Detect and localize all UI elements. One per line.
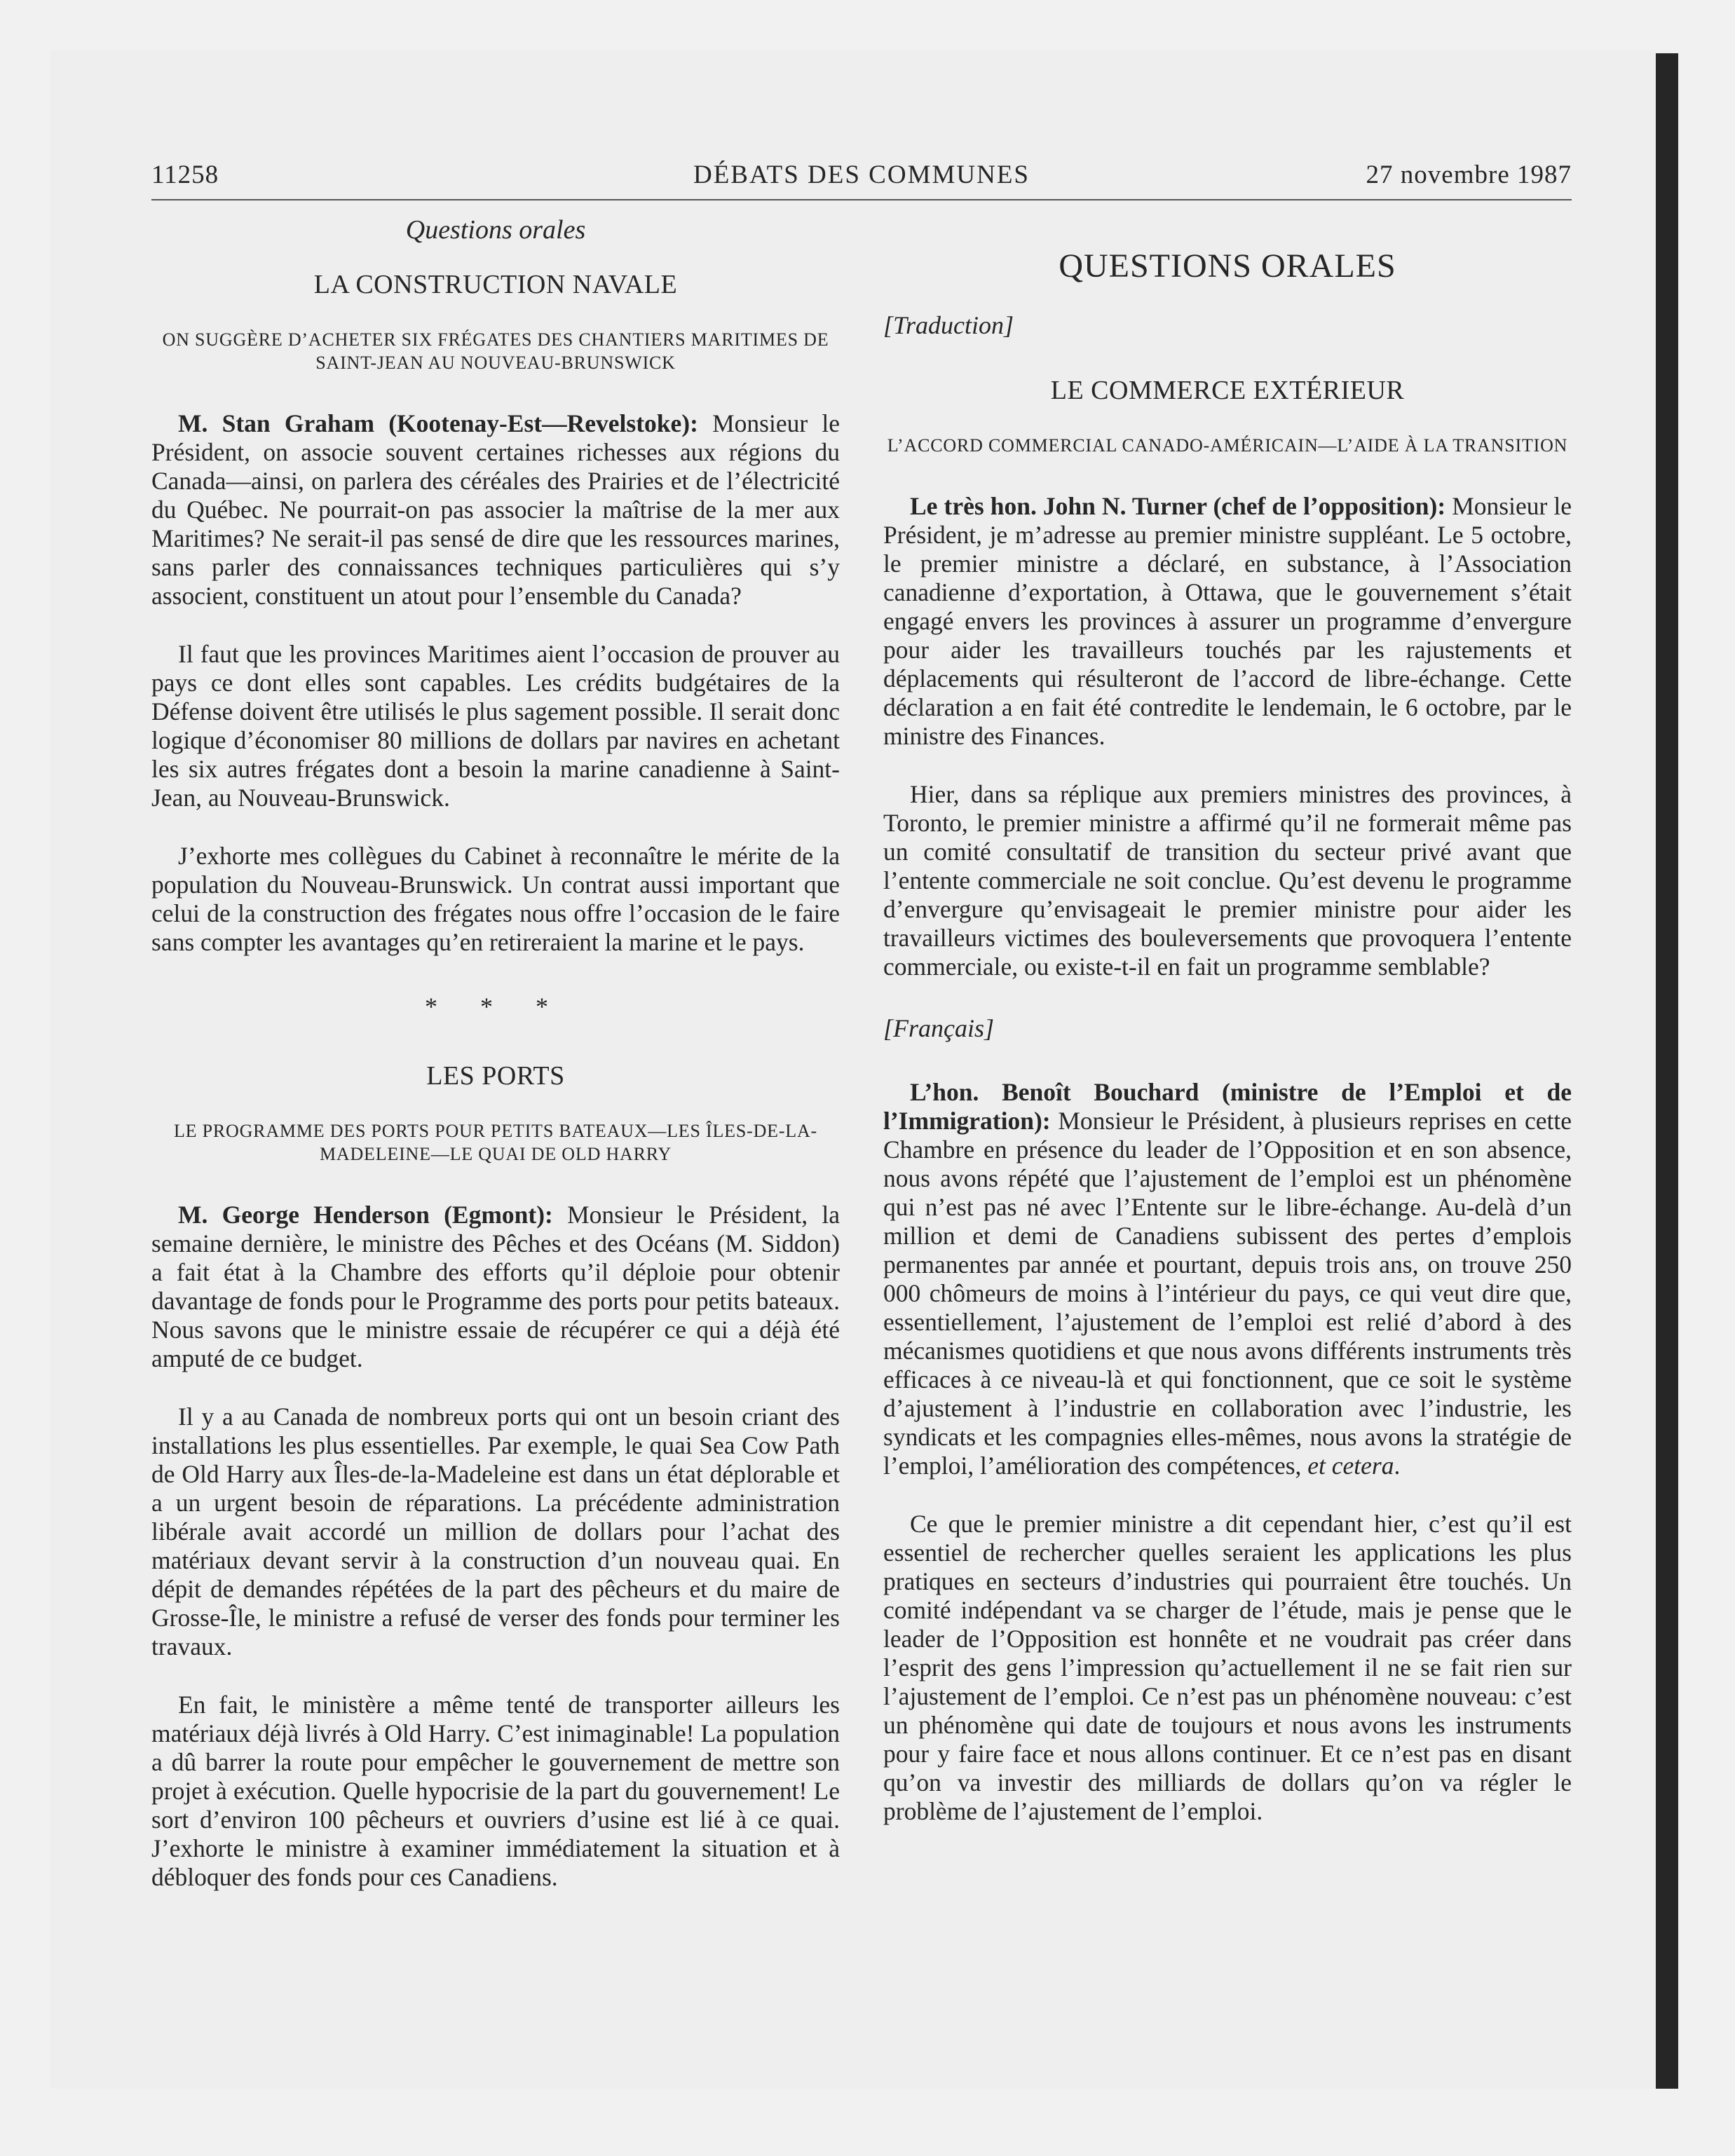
paragraph: Ce que le premier ministre a dit cependant hier, c’est qu’il est essentiel de rechercher quelles seraient les applications les plus pratiques en secteurs d’industries qui pourraient être touchés. Un comité indépendant va se charger de l’étude, mais je pense que le leader de l’Opposition est honnête et ne voudrait pas créer dans l’esprit des gens l’impression qu’actuellement il ne se fait rien sur l’ajustement de l’emploi. Ce n’est pas un phénomène nouveau: c’est un phénomène qui date de toujours et nous avons les instruments pour y faire face et nous allons continuer. Et ce n’est pas en disant qu’on va investir des milliards de dollars qu’on va régler le problème de l’ajustement de l’emploi. [883,1510,1572,1825]
running-header [151,156,1572,200]
paragraph [151,1201,840,1373]
section-subtitle: ON SUGGÈRE D’ACHETER SIX FRÉGATES DES CHANTIERS MARITIMES DE SAINT-JEAN AU NOUVEAU-BRUNSWICK [162,329,829,373]
paragraph [883,1078,1572,1480]
speaker-name: Le très hon. John N. Turner (chef de l’opposition): [910,492,1446,520]
rubric: Questions orales [405,215,586,245]
section-title: LA CONSTRUCTION NAVALE [313,270,678,299]
section-title: LES PORTS [426,1061,565,1091]
paragraph: J’exhorte mes collègues du Cabinet à reconnaître le mérite de la population du Nouveau-Brunswick. Un contrat aussi important que celui de la construction des frégates nous offre l’occasion de le faire sans compter les avantages qu’en retireraient la marine et le pays. [151,842,840,956]
paragraph: Hier, dans sa réplique aux premiers ministres des provinces, à Toronto, le premier ministre a affirmé qu’il ne formerait même pas un comité consultatif de transition du secteur privé avant que l’entente commerciale ne soit conclue. Qu’est devenu le programme d’envergure qu’envisageait le premier ministre pour aider les travailleurs victimes des bouleversements que provoquera l’entente commerciale, ou existe-t-il en fait un programme semblable? [883,780,1572,981]
speaker-name: M. Stan Graham (Kootenay-Est—Revelstoke): [178,409,698,437]
paragraph-end: . [1394,1452,1401,1480]
section-separator: * * * [425,992,566,1021]
paragraph: Il faut que les provinces Maritimes aient l’occasion de prouver au pays ce dont elles sont capables. Les crédits budgétaires de la Défense doivent être utilisés le plus sagement possible. Il serait donc logique d’économiser 80 millions de dollars par navires en achetant les six autres frégates dont a besoin la marine canadienne à Saint-Jean, au Nouveau-Brunswick. [151,640,840,812]
left-column [151,207,840,1917]
speaker-name: M. George Henderson (Egmont): [178,1201,553,1229]
page-number: 11258 [151,161,219,189]
publication-title: DÉBATS DES COMMUNES [693,161,1030,189]
italic-text: et cetera [1307,1452,1394,1480]
paragraph [883,492,1572,751]
issue-date: 27 novembre 1987 [1366,161,1572,189]
paragraph-text: Monsieur le Président, on associe souvent certaines richesses aux régions du Canada—ainsi, on parlera des céréales des Prairies et de l’électricité du Québec. Ne pourrait-on pas associer la maîtrise de la mer aux Maritimes? Ne serait-il pas sensé de dire que les ressources marines, sans parler des connaissances techniques particulières qui s’y associent, constituent un atout pour l’ensemble du Canada? [151,409,840,610]
main-heading: QUESTIONS ORALES [1059,247,1396,285]
paragraph: Il y a au Canada de nombreux ports qui ont un besoin criant des installations les plus essentielles. Par exemple, le quai Sea Cow Path de Old Harry aux Îles-de-la-Madeleine est dans un état déplorable et a un urgent besoin de réparations. La précédente administration libérale avait accordé un million de dollars pour l’achat des matériaux devant servir à la construction d’un nouveau quai. En dépit de demandes répétées de la part des pêcheurs et du maire de Grosse-Île, le ministre a refusé de verser des fonds pour terminer les travaux. [151,1403,840,1660]
section-subtitle: LE PROGRAMME DES PORTS POUR PETITS BATEAUX—LES ÎLES-DE-LA-MADELEINE—LE QUAI DE OLD HARRY [173,1121,818,1164]
section-subtitle: L’ACCORD COMMERCIAL CANADO-AMÉRICAIN—L’AIDE À LA TRANSITION [887,435,1568,456]
paragraph [151,409,840,610]
section-title: LE COMMERCE EXTÉRIEUR [1050,376,1405,405]
paragraph: En fait, le ministère a même tenté de transporter ailleurs les matériaux déjà livrés à Old Harry. C’est inimaginable! La population a dû barrer la route pour empêcher le gouvernement de mettre son projet à exécution. Quelle hypocrisie de la part du gouvernement! Le sort d’environ 100 pêcheurs et ouvriers d’usine est lié à ce quai. J’exhorte le ministre à examiner immédiatement la situation et à débloquer des fonds pour ces Canadiens. [151,1691,840,1891]
language-note: [Traduction] [883,311,1014,339]
language-note: [Français] [883,1014,995,1042]
scan-edge [1656,53,1678,2089]
right-column [883,207,1572,1851]
speaker-name: L’hon. Benoît Bouchard (ministre de l’Emploi et de l’Immigration): [883,1078,1572,1135]
paragraph-text: Monsieur le Président, je m’adresse au premier ministre suppléant. Le 5 octobre, le premier ministre a déclaré, en substance, à l’Association canadienne d’exportation, à Ottawa, que le gouvernement s’était engagé envers les provinces à assurer un programme d’envergure pour aider les travailleurs touchés par les rajustements et déplacements qui résulteront de l’accord de libre-échange. Cette déclaration a en fait été contredite le lendemain, le 6 octobre, par le ministre des Finances. [883,492,1572,750]
paragraph-text: Monsieur le Président, la semaine dernière, le ministre des Pêches et des Océans (M. Siddon) a fait état à la Chambre des efforts qu’il déploie pour obtenir davantage de fonds pour le Programme des ports pour petits bateaux. Nous savons que le ministre essaie de récupérer ce qui a déjà été amputé de ce budget. [151,1201,840,1372]
paragraph-text: Monsieur le Président, à plusieurs reprises en cette Chambre en présence du leader de l’Opposition et en son absence, nous avons répété que l’ajustement de l’emploi est un phénomène qui n’est pas né avec l’Entente sur le libre-échange. Au-delà d’un million et demi de Canadiens subissent des pertes d’emplois permanentes par année et pourtant, depuis trois ans, on trouve 250 000 chômeurs de moins à l’intérieur du pays, ce qui veut dire que, essentiellement, l’ajustement de l’emploi est relié d’abord à des mécanismes quotidiens et que nous avons différents instruments très efficaces à ce niveau-là et qui fonctionnent, que ce soit le système d’ajustement à l’industrie en collaboration avec l’industrie, les syndicats et les compagnies elles-mêmes, nous avons la stratégie de l’emploi, l’amélioration des compétences, [883,1107,1572,1480]
